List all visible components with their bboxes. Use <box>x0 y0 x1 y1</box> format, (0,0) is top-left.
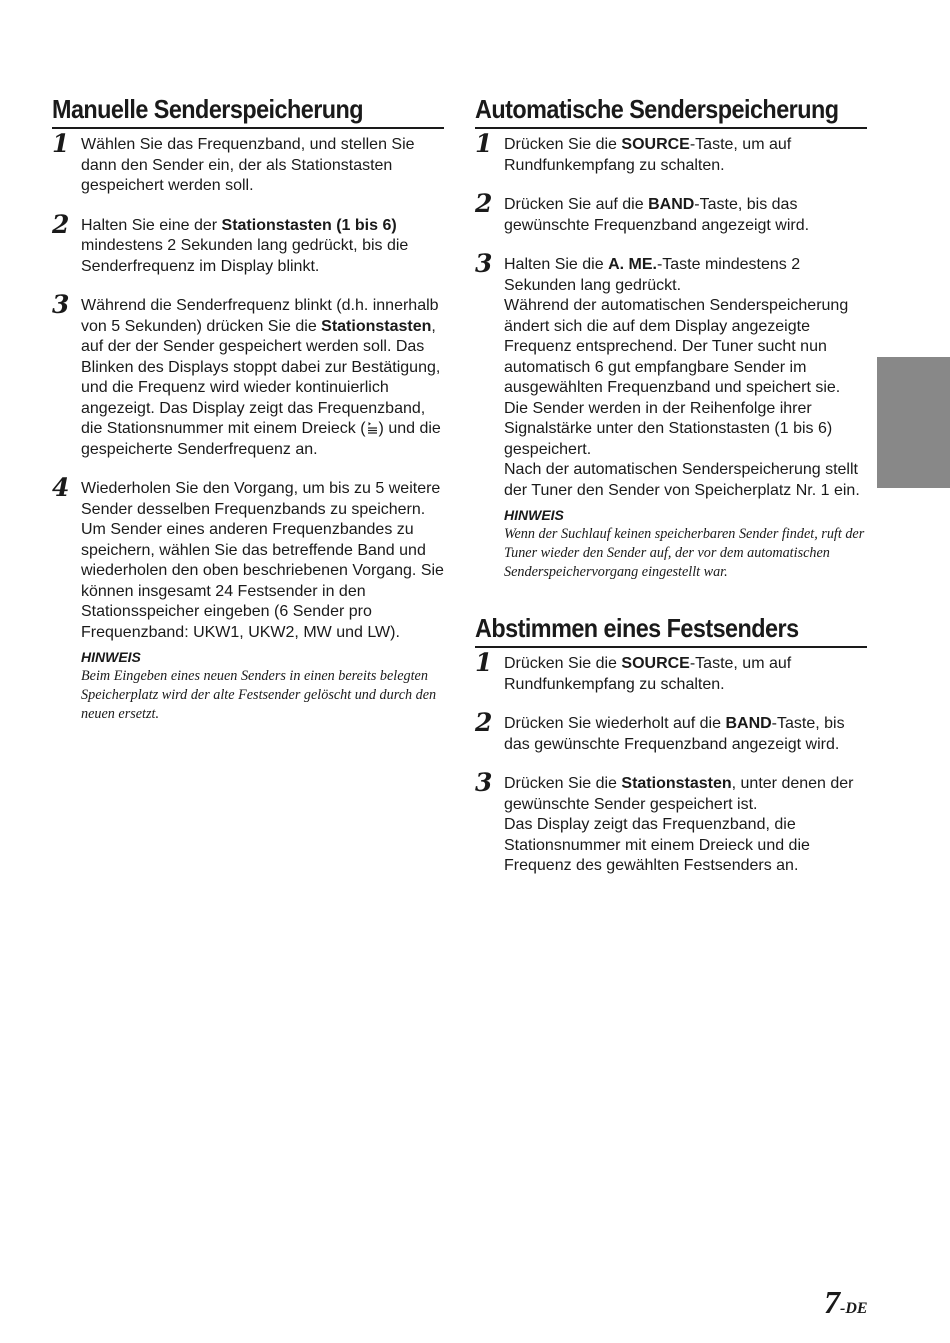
step-text-continued: Während der automatischen Senderspeicherung ändert sich die auf dem Display angezeigte Frequenz entsprechend. Der Tuner sucht nun automatisch 6 gut empfangbare Sender im ausgewählten Frequenzband und speichert sie. Die Sender werden in der Reihenfolge ihrer Signalstärke unter den Stationstasten (1 bis 6) gespeichert. <box>504 297 849 458</box>
step-1 <box>475 129 867 176</box>
step-number: 1 <box>475 648 493 677</box>
section-title-manual-storage: Manuelle Senderspeicherung <box>52 94 364 124</box>
note-label: HINWEIS <box>504 507 564 523</box>
section-rule <box>475 127 867 129</box>
key-label: SOURCE <box>621 655 690 672</box>
step-text: Drücken Sie die SOURCE-Taste, um auf Rundfunkempfang zu schalten. <box>504 655 792 693</box>
key-label: A. ME. <box>608 256 657 273</box>
triangle-indicator-icon <box>367 421 378 434</box>
step-text: Drücken Sie die SOURCE-Taste, um auf Rundfunkempfang zu schalten. <box>504 136 792 174</box>
key-label: Stationstasten (1 bis 6) <box>221 216 397 234</box>
step-text-continued: Um Sender eines anderen Frequenzbandes zu speichern, wählen Sie das betreffende Band und wiederholen den oben beschriebenen Vorgang. Sie können insgesamt 24 Festsender in den Stationsspeicher eingeben (6 Sender pro Frequenzband: UKW1, UKW2, MW und LW). <box>81 521 444 641</box>
step-text: Drücken Sie die Stationstasten, unter denen der gewünschte Sender gespeichert ist. <box>504 775 854 813</box>
note-box <box>52 648 444 724</box>
note-text: Wenn der Suchlauf keinen speicherbaren Sender findet, ruft der Tuner wieder den Sender auf, der vor dem automatischen Senderspeichervorgang eingestellt war. <box>504 526 865 580</box>
chapter-side-tab <box>877 357 950 488</box>
step-number: 3 <box>475 249 493 278</box>
key-label: BAND <box>648 196 695 213</box>
note-box <box>475 506 867 582</box>
step-1 <box>475 648 867 695</box>
step-text: Drücken Sie auf die BAND-Taste, bis das gewünschte Frequenzband angezeigt wird. <box>504 196 810 234</box>
step-1 <box>52 129 444 197</box>
step-text-continued: Das Display zeigt das Frequenzband, die Stationsnummer mit einem Dreieck und die Frequenz des gewählten Festsenders an. <box>504 816 810 874</box>
step-3 <box>52 290 444 460</box>
step-3 <box>475 249 867 501</box>
step-2 <box>475 708 867 755</box>
step-2 <box>52 209 444 278</box>
note-text: Beim Eingeben eines neuen Senders in einen bereits belegten Speicherplatz wird der alte Festsender gelöscht und durch den neuen ersetzt. <box>81 668 437 722</box>
step-3 <box>475 768 867 877</box>
step-number: 3 <box>52 290 70 319</box>
step-number: 2 <box>475 189 493 218</box>
step-text: Wählen Sie das Frequenzband, und stellen Sie dann den Sender ein, der als Stationstasten gespeichert werden soll. <box>81 136 415 194</box>
step-number: 4 <box>52 473 70 502</box>
section-title-auto-storage: Automatische Senderspeicherung <box>475 94 839 124</box>
note-label: HINWEIS <box>81 649 141 665</box>
step-number: 3 <box>475 768 493 797</box>
key-label: Stationstasten <box>621 775 732 792</box>
step-text: Wiederholen Sie den Vorgang, um bis zu 5 weitere Sender desselben Frequenzbands zu speichern. <box>81 480 441 518</box>
key-label: BAND <box>725 715 772 732</box>
preset-tuning-section <box>475 612 867 877</box>
step-number: 1 <box>475 129 493 158</box>
step-number: 1 <box>52 129 70 158</box>
step-2 <box>475 189 867 236</box>
key-label: SOURCE <box>621 136 690 153</box>
step-text: Drücken Sie wiederholt auf die BAND-Taste, bis das gewünschte Frequenzband angezeigt wird. <box>504 715 845 753</box>
step-text: Halten Sie die A. ME.-Taste mindestens 2 Sekunden lang gedrückt. <box>504 256 801 294</box>
right-column <box>475 93 867 896</box>
section-title-preset-tuning: Abstimmen eines Festsenders <box>475 613 799 643</box>
step-text: Während die Senderfrequenz blinkt (d.h. innerhalb von 5 Sekunden) drücken Sie die Stationstasten, auf der der Sender gespeichert werden soll. Das Blinken des Displays stoppt dabei zur Bestätigung, und die Frequenz wird wieder kontinuierlich angezeigt. Das Display zeigt das Frequenzband, die Stationsnummer mit einem Dreieck ( ) und die gespeicherte Senderfrequenz an. <box>81 297 441 458</box>
step-number: 2 <box>475 708 493 737</box>
section-rule <box>475 646 867 648</box>
left-column <box>52 93 444 724</box>
step-4 <box>52 473 444 643</box>
section-rule <box>52 127 444 129</box>
step-text-continued: Nach der automatischen Senderspeicherung stellt der Tuner den Sender von Speicherplatz Nr. 1 ein. <box>504 461 860 499</box>
step-number: 2 <box>52 209 70 239</box>
step-text: Halten Sie eine der Stationstasten (1 bis 6) mindestens 2 Sekunden lang gedrückt, bis die Senderfrequenz im Display blinkt. <box>81 216 409 275</box>
page-number: 7-DE <box>824 1284 868 1320</box>
key-label: Stationstasten <box>321 317 432 335</box>
